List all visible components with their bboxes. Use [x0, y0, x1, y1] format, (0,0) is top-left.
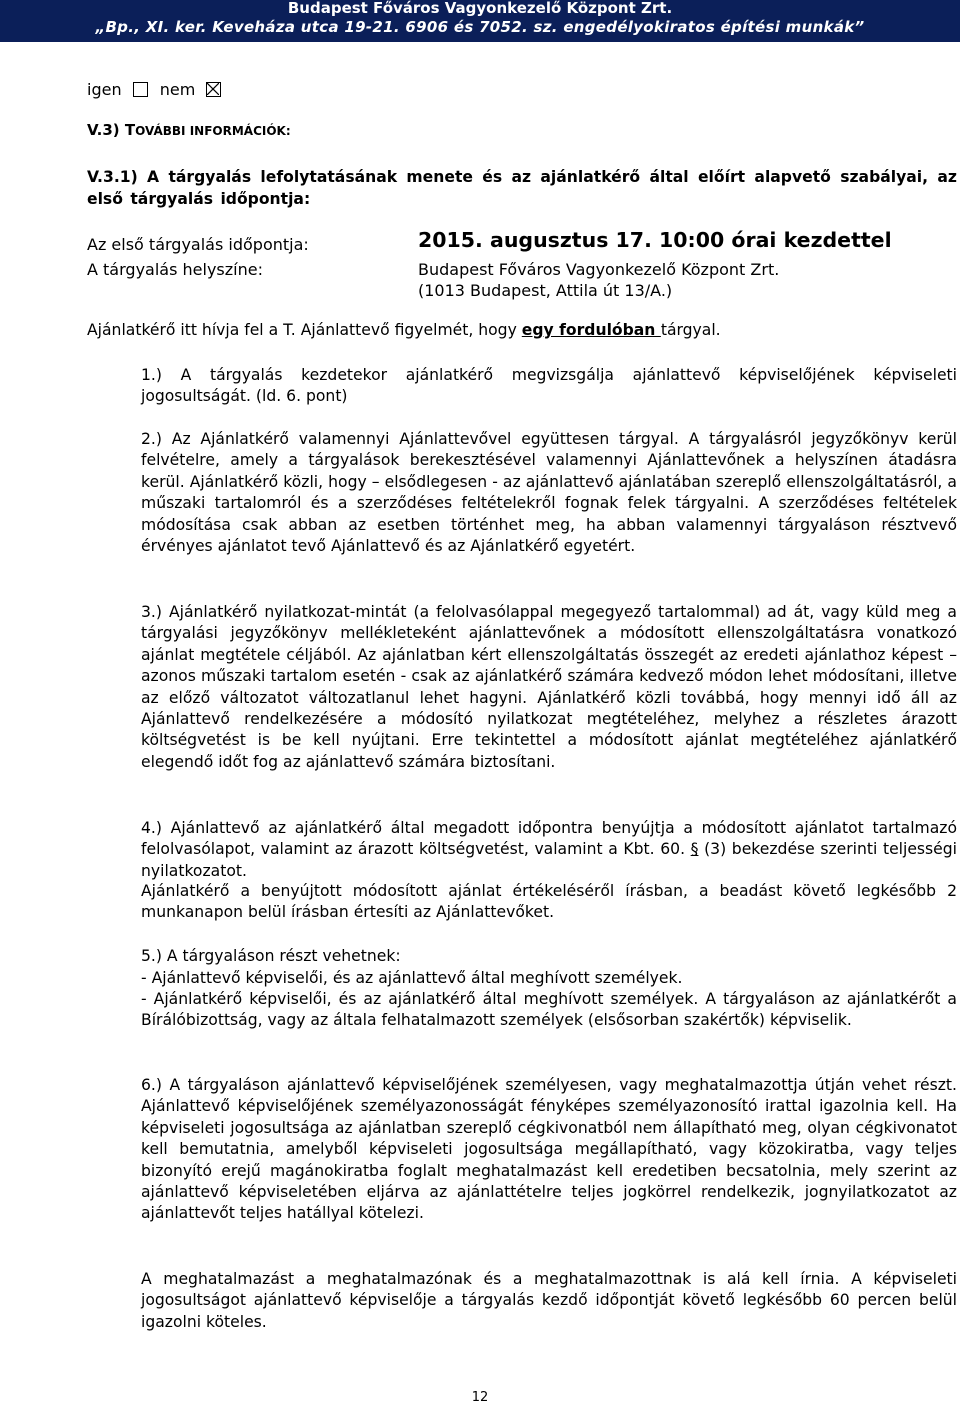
paragraph-5-item-2: - Ajánlatkérő képviselői, és az ajánlatkérő által meghívott személyek. A tárgyaláson az ajánlatkérőt a Bírálóbizottság, vagy az általa felhatalmazott személyek (elsősorban szakértők) képviselik. [141, 990, 957, 1030]
document-header [0, 0, 960, 42]
paragraph-5-title: 5.) A tárgyaláson részt vehetnek: [141, 947, 401, 965]
no-label: nem [159, 80, 196, 99]
yes-label: igen [87, 80, 122, 99]
first-meeting-date-value: 2015. augusztus 17. 10:00 órai kezdettel [418, 228, 892, 252]
header-company: Budapest Főváros Vagyonkezelő Központ Zrt. [287, 0, 673, 17]
paragraph-3: 3.) Ajánlatkérő nyilatkozat-mintát (a felolvasólappal megegyező tartalommal) ad át, vagy küld meg a tárgyalási jegyzőkönyv mellékleteként ajánlattevőnek a módosított ellenszolgáltatásra vonatkozó ajánlat megtétele céljából. Az ajánlatban kért ellenszolgáltatás összegét az eredeti ajánlathoz képest – azonos műszaki tartalom esetén - csak az ajánlatkérő számára kedvező módon lehet módosítani, illetve az előző változatot változatlanul lehet hagyni. Ajánlatkérő közli továbbá, hogy mennyi idő áll az Ajánlattevő rendelkezésére a módosító nyilatkozat megtételéhez, melyhez a részletes árazott költségvetést is be kell nyújtani. Erre tekintettel a módosított ajánlat megtételéhez ajánlatkérő elegendő időt fog az ajánlattevő számára biztosítani. [141, 603, 957, 771]
meeting-place-label: A tárgyalás helyszíne: [87, 260, 263, 279]
page-number: 12 [471, 1390, 489, 1405]
yes-checkbox[interactable] [133, 82, 148, 97]
no-checkbox[interactable] [206, 82, 221, 97]
section-sign: § [690, 840, 699, 859]
yes-no-row [87, 79, 221, 100]
meeting-place-line1: Budapest Főváros Vagyonkezelő Központ Zrt. [418, 260, 780, 279]
section-heading-rest: OVÁBBI INFORMÁCIÓK: [135, 124, 291, 138]
first-meeting-date-label: Az első tárgyalás időpontja: [87, 235, 309, 254]
paragraph-7: A meghatalmazást a meghatalmazónak és a meghatalmazottnak is alá kell írnia. A képviseleti jogosultságot ajánlattevő képviselője a tárgyalás kezdő időpontját követő legkésőbb 60 percen belül igazolni köteles. [141, 1270, 957, 1331]
attention-before: Ajánlatkérő itt hívja fel a T. Ajánlattevő figyelmét, hogy [87, 321, 522, 339]
paragraph-1-text: 1.) A tárgyalás kezdetekor ajánlatkérő megvizsgálja ajánlattevő képviselőjének képviseleti jogosultságát. (ld. 6. pont) [141, 366, 957, 406]
attention-emphasis: egy fordulóban [521, 321, 661, 339]
paragraph-4a [141, 818, 957, 882]
meeting-place-line2: (1013 Budapest, Attila út 13/A.) [418, 281, 673, 300]
paragraph-4b: Ajánlatkérő a benyújtott módosított ajánlat értékeléséről írásban, a beadást követő legkésőbb 2 munkanapon belül írásban értesíti az Ajánlattevőket. [141, 882, 957, 922]
paragraph-4a-pre: 4.) Ajánlattevő az ajánlatkérő által megadott időpontra benyújtja a módosított ajánlatot tartalmazó felolvasólapot, valamint az árazott költségvetést, valamint a Kbt. 60. [141, 819, 957, 859]
paragraph-2: 2.) Az Ajánlatkérő valamennyi Ajánlattevővel együttesen tárgyal. A tárgyalásról jegyzőkönyv kerül felvételre, amely a tárgyalások berekesztésével valamennyi Ajánlattevőnek a helyszínen átadásra kerül. Ajánlatkérő közli, hogy – elsődlegesen - az ajánlattevő ajánlatában szereplő ellenszolgáltatásról, a műszaki tartalomról és a szerződéses feltételekről fognak felek tárgyalni. A szerződéses feltételek módosítása csak abban az esetben történhet meg, ha abban valamennyi tárgyaláson résztvevő érvényes ajánlatot tevő Ajánlattevő és az Ajánlatkérő egyetért. [141, 430, 957, 556]
attention-after: tárgyal. [660, 321, 721, 339]
checked-x-icon [207, 83, 219, 95]
header-project: „Bp., XI. ker. Keveháza utca 19-21. 6906 és 7052. sz. engedélyokiratos építési munkák” [95, 18, 865, 36]
section-heading-prefix: V.3) T [87, 121, 136, 139]
paragraph-4a-post: (3) bekezdése szerinti teljességi nyilatkozatot. [141, 840, 958, 880]
subsection-heading: V.3.1) A tárgyalás lefolytatásának menete és az ajánlatkérő által előírt alapvető szabályai, az első tárgyalás időpontja: [87, 168, 957, 208]
section-heading [87, 121, 291, 139]
paragraph-5-item-1: - Ajánlattevő képviselői, és az ajánlattevő által meghívott személyek. [141, 969, 683, 987]
attention-notice [87, 320, 721, 341]
paragraph-1 [141, 365, 957, 408]
paragraph-6: 6.) A tárgyaláson ajánlattevő képviselőjének személyesen, vagy meghatalmazottja útján vehet részt. Ajánlattevő képviselőjének személyazonosságát fényképes személyazonosító irattal igazolnia kell. Ha képviseleti jogosultsága az ajánlatban szereplő cégkivonatból nem állapítható meg, olyan cégkivonatot kell bemutatnia, amelyből képviseleti jogosultsága megállapítható, vagy közokiratba, vagy teljes bizonyító erejű magánokiratba foglalt meghatalmazást kell eredetiben becsatolnia, mely szerint az ajánlattevő képviseletében eljárva az ajánlattételre teljes jogkörrel rendelkezik, jognyilatkozatot az ajánlattevőt teljes hatállyal kötelezi. [141, 1076, 957, 1223]
